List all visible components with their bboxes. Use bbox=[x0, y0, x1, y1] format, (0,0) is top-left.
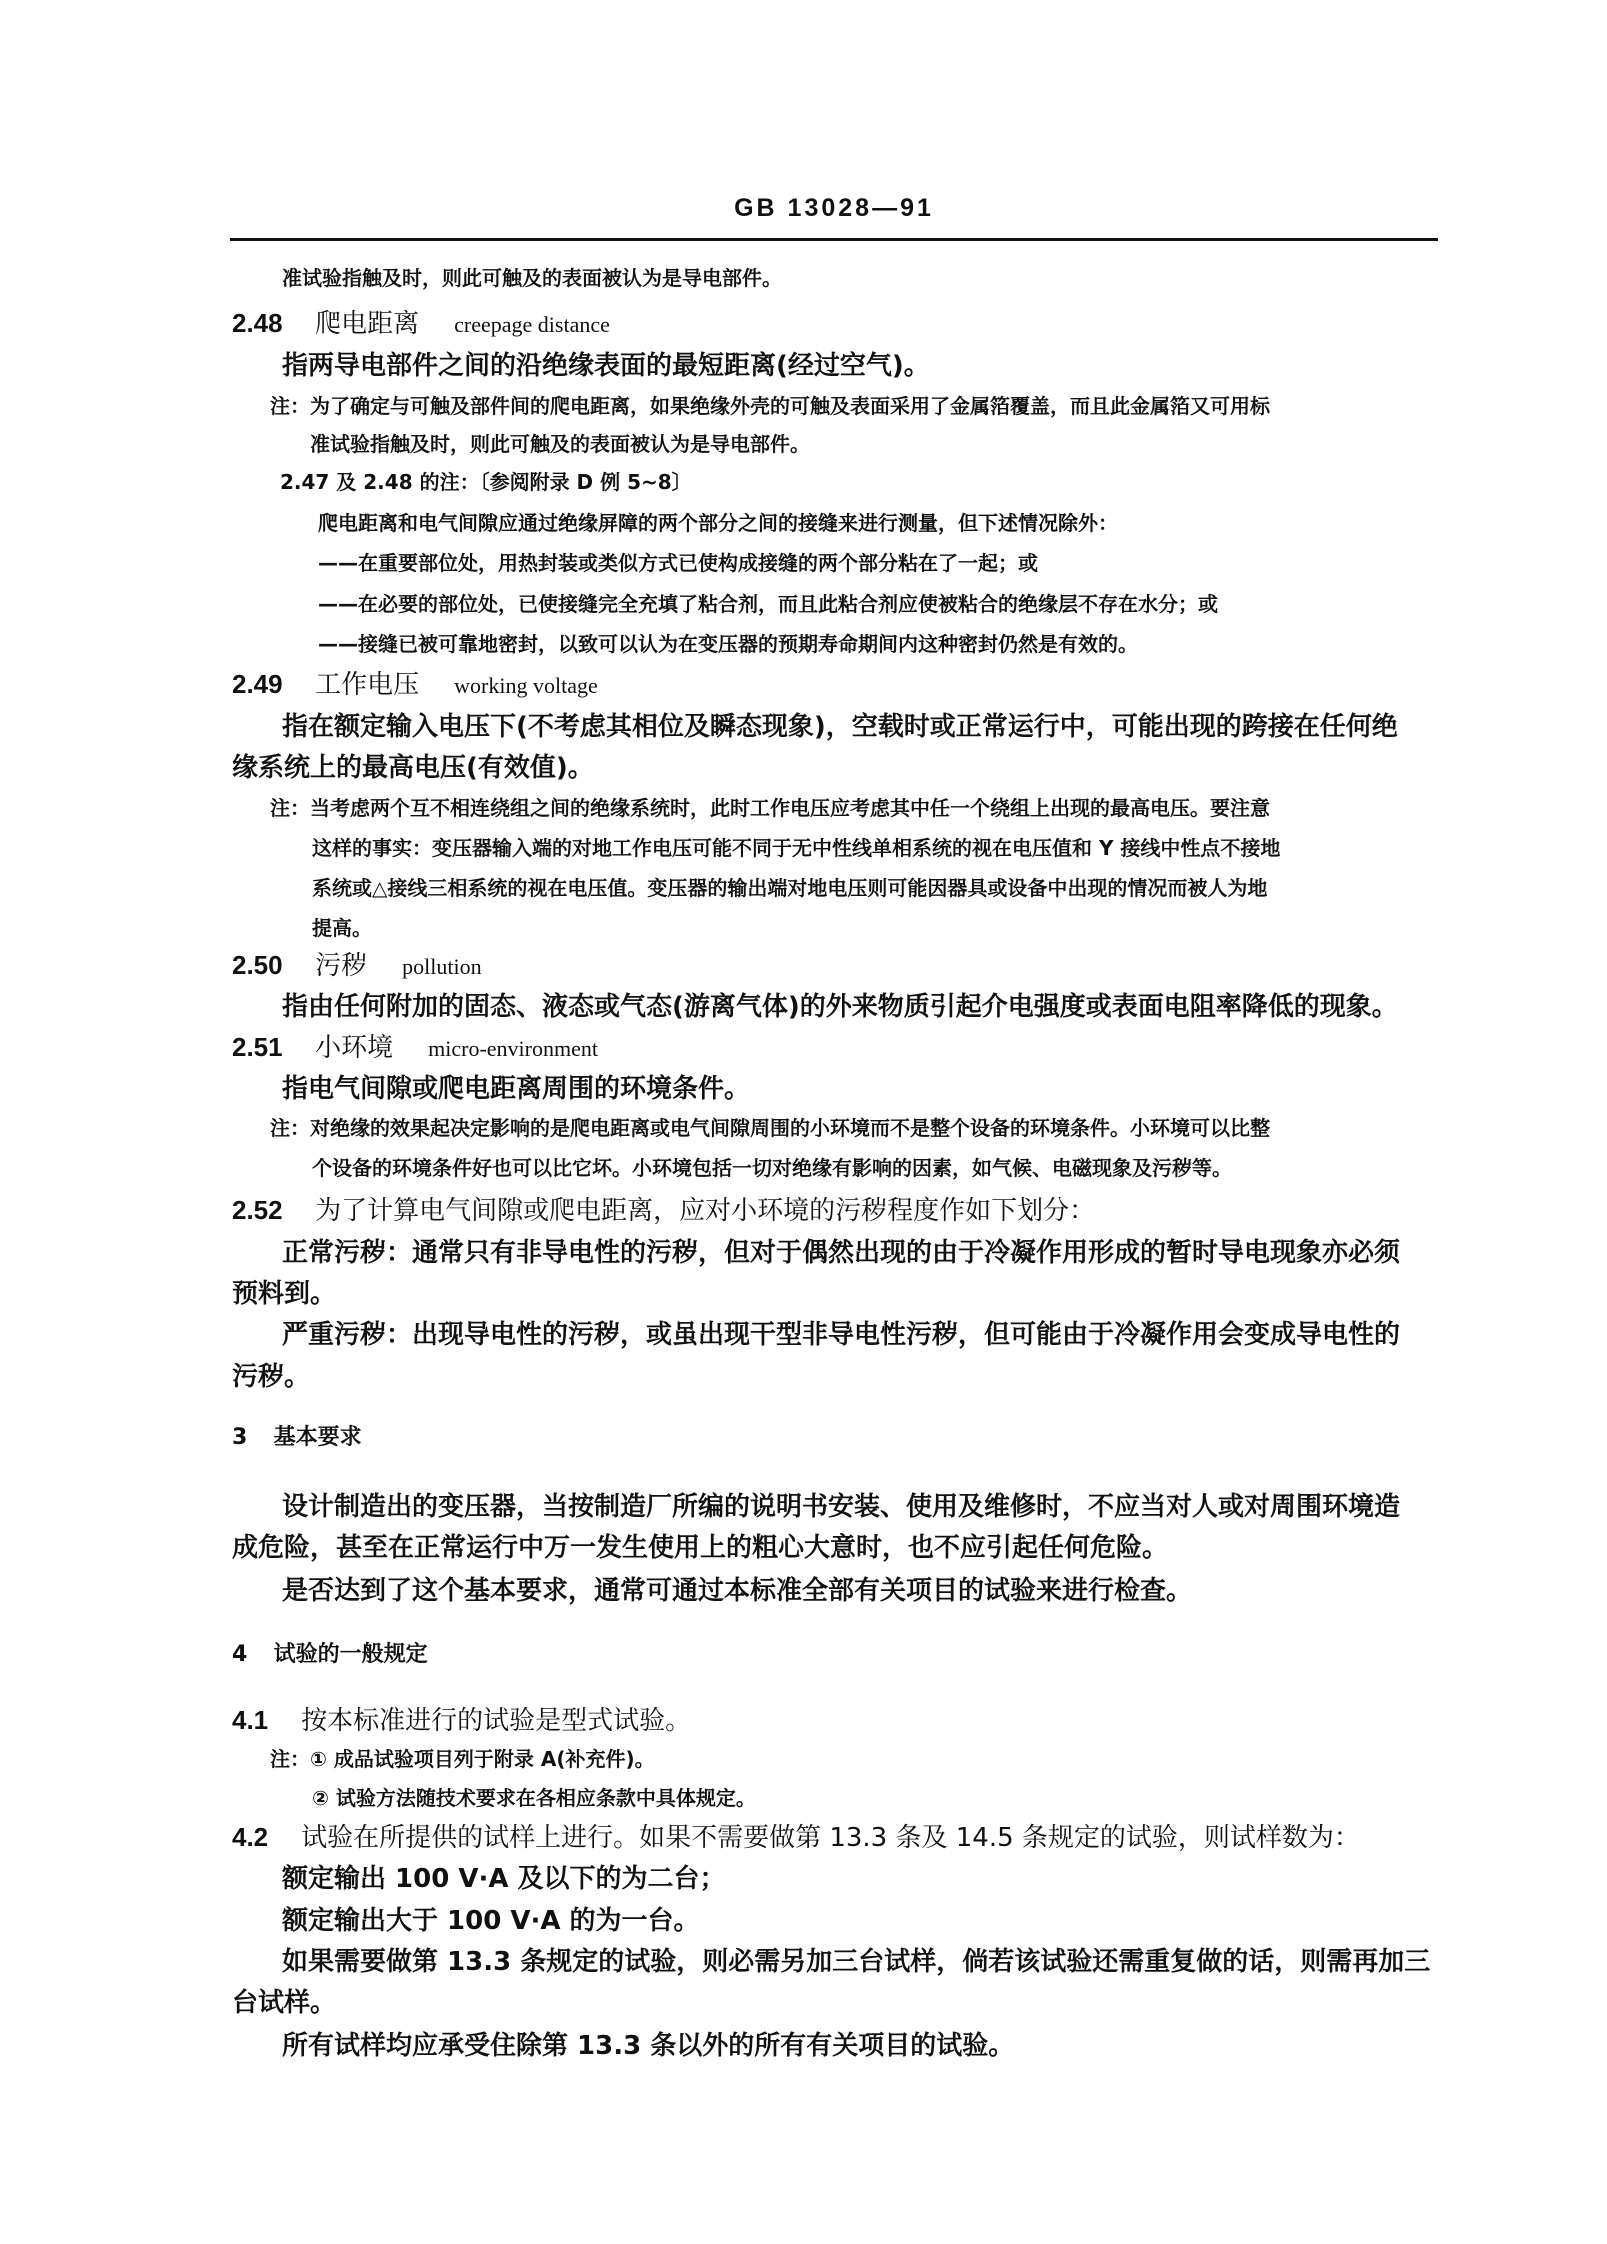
clause-term: 工作电压 bbox=[315, 670, 420, 700]
paragraph: 指电气间隙或爬电距离周围的环境条件。 bbox=[282, 1074, 751, 1104]
paragraph: 严重污秽：出现导电性的污秽，或虽出现干型非导电性污秽，但可能由于冷凝作用会变成导电性的 bbox=[282, 1320, 1401, 1350]
note-reference: 2.47 及 2.48 的注：〔参阅附录 D 例 5~8〕 bbox=[280, 470, 692, 494]
note-paragraph: 爬电距离和电气间隙应通过绝缘屏障的两个部分之间的接缝来进行测量，但下述情况除外： bbox=[318, 511, 1118, 535]
note-continuation: 提高。 bbox=[312, 916, 372, 940]
note-continuation: 系统或△接线三相系统的视在电压值。变压器的输出端对地电压则可能因器具或设备中出现的情况而被人为地 bbox=[312, 876, 1268, 900]
note-continuation: 准试验指触及时，则此可触及的表面被认为是导电部件。 bbox=[310, 432, 810, 456]
note: 注：① 成品试验项目列于附录 A(补充件)。 bbox=[270, 1747, 655, 1771]
section-3-heading bbox=[232, 1420, 362, 1451]
note: ② 试验方法随技术要求在各相应条款中具体规定。 bbox=[312, 1786, 756, 1810]
note: 注：为了确定与可触及部件间的爬电距离，如果绝缘外壳的可触及表面采用了金属箔覆盖，而且此金属箔又可用标 bbox=[270, 394, 1270, 418]
note-list-item: ——在重要部位处，用热封装或类似方式已使构成接缝的两个部分粘在了一起；或 bbox=[318, 551, 1038, 575]
clause-text: 试验在所提供的试样上进行。如果不需要做第 13.3 条及 14.5 条规定的试验，则试样数为： bbox=[301, 1823, 1360, 1853]
paragraph: 是否达到了这个基本要求，通常可通过本标准全部有关项目的试验来进行检查。 bbox=[282, 1576, 1193, 1606]
note-continuation: 准试验指触及时，则此可触及的表面被认为是导电部件。 bbox=[282, 266, 782, 290]
clause-term: 爬电距离 bbox=[315, 309, 420, 339]
note-continuation: 这样的事实：变压器输入端的对地工作电压可能不同于无中性线单相系统的视在电压值和 Y 接线中性点不接地 bbox=[312, 836, 1281, 860]
paragraph: 正常污秽：通常只有非导电性的污秽，但对于偶然出现的由于冷凝作用形成的暂时导电现象亦必须 bbox=[282, 1238, 1401, 1268]
section-title: 试验的一般规定 bbox=[273, 1642, 428, 1667]
clause-4-2-heading bbox=[232, 1817, 1360, 1854]
clause-term-english: micro-environment bbox=[428, 1036, 598, 1061]
clause-term-english: working voltage bbox=[454, 673, 598, 698]
clause-4-1-heading bbox=[232, 1700, 691, 1737]
paragraph: 指在额定输入电压下(不考虑其相位及瞬态现象)，空载时或正常运行中，可能出现的跨接在任何绝 bbox=[282, 712, 1398, 742]
clause-2-50-heading bbox=[232, 945, 482, 982]
section-number: 4 bbox=[232, 1642, 248, 1667]
section-title: 基本要求 bbox=[273, 1425, 362, 1450]
list-item: 额定输出大于 100 V·A 的为一台。 bbox=[282, 1906, 700, 1936]
clause-number: 2.49 bbox=[232, 669, 283, 699]
clause-2-51-heading bbox=[232, 1027, 598, 1064]
clause-text: 为了计算电气间隙或爬电距离，应对小环境的污秽程度作如下划分： bbox=[315, 1196, 1096, 1226]
note-list-item: ——接缝已被可靠地密封，以致可以认为在变压器的预期寿命期间内这种密封仍然是有效的。 bbox=[318, 632, 1138, 656]
note-continuation: 个设备的环境条件好也可以比它坏。小环境包括一切对绝缘有影响的因素，如气候、电磁现象及污秽等。 bbox=[312, 1156, 1232, 1180]
clause-number: 2.50 bbox=[232, 950, 283, 980]
clause-term: 小环境 bbox=[315, 1033, 394, 1063]
clause-2-49-heading bbox=[232, 664, 598, 701]
clause-number: 2.48 bbox=[232, 308, 283, 338]
clause-2-52-heading bbox=[232, 1190, 1095, 1227]
paragraph-continuation: 成危险，甚至在正常运行中万一发生使用上的粗心大意时，也不应引起任何危险。 bbox=[232, 1533, 1169, 1563]
clause-text: 按本标准进行的试验是型式试验。 bbox=[301, 1706, 692, 1736]
list-item: 额定输出 100 V·A 及以下的为二台； bbox=[282, 1864, 726, 1894]
section-4-heading bbox=[232, 1637, 428, 1668]
clause-term: 污秽 bbox=[315, 951, 368, 981]
clause-term-english: pollution bbox=[402, 954, 482, 979]
paragraph: 指由任何附加的固态、液态或气态(游离气体)的外来物质引起介电强度或表面电阻率降低的现象。 bbox=[282, 992, 1398, 1022]
clause-number: 2.51 bbox=[232, 1032, 283, 1062]
clause-number: 2.52 bbox=[232, 1195, 283, 1225]
paragraph: 指两导电部件之间的沿绝缘表面的最短距离(经过空气)。 bbox=[282, 351, 930, 381]
page-header-standard-number: GB 13028—91 bbox=[734, 194, 934, 222]
note: 注：当考虑两个互不相连绕组之间的绝缘系统时，此时工作电压应考虑其中任一个绕组上出现的最高电压。要注意 bbox=[270, 796, 1270, 820]
note-list-item: ——在必要的部位处，已使接缝完全充填了粘合剂，而且此粘合剂应使被粘合的绝缘层不存在水分；或 bbox=[318, 592, 1218, 616]
clause-number: 4.1 bbox=[232, 1705, 269, 1735]
paragraph-continuation: 污秽。 bbox=[232, 1362, 311, 1392]
clause-term-english: creepage distance bbox=[454, 312, 610, 337]
section-number: 3 bbox=[232, 1425, 248, 1450]
paragraph: 如果需要做第 13.3 条规定的试验，则必需另加三台试样，倘若该试验还需重复做的话，则需再加三 bbox=[282, 1947, 1431, 1977]
paragraph-continuation: 台试样。 bbox=[232, 1988, 337, 2018]
paragraph: 所有试样均应承受住除第 13.3 条以外的所有有关项目的试验。 bbox=[282, 2031, 1015, 2061]
note: 注：对绝缘的效果起决定影响的是爬电距离或电气间隙周围的小环境而不是整个设备的环境条件。小环境可以比整 bbox=[270, 1116, 1270, 1140]
paragraph-continuation: 预料到。 bbox=[232, 1279, 337, 1309]
clause-2-48-heading bbox=[232, 303, 610, 340]
clause-number: 4.2 bbox=[232, 1822, 269, 1852]
header-rule bbox=[230, 238, 1438, 241]
paragraph: 设计制造出的变压器，当按制造厂所编的说明书安装、使用及维修时，不应当对人或对周围环境造 bbox=[282, 1492, 1401, 1522]
paragraph-continuation: 缘系统上的最高电压(有效值)。 bbox=[232, 753, 594, 783]
